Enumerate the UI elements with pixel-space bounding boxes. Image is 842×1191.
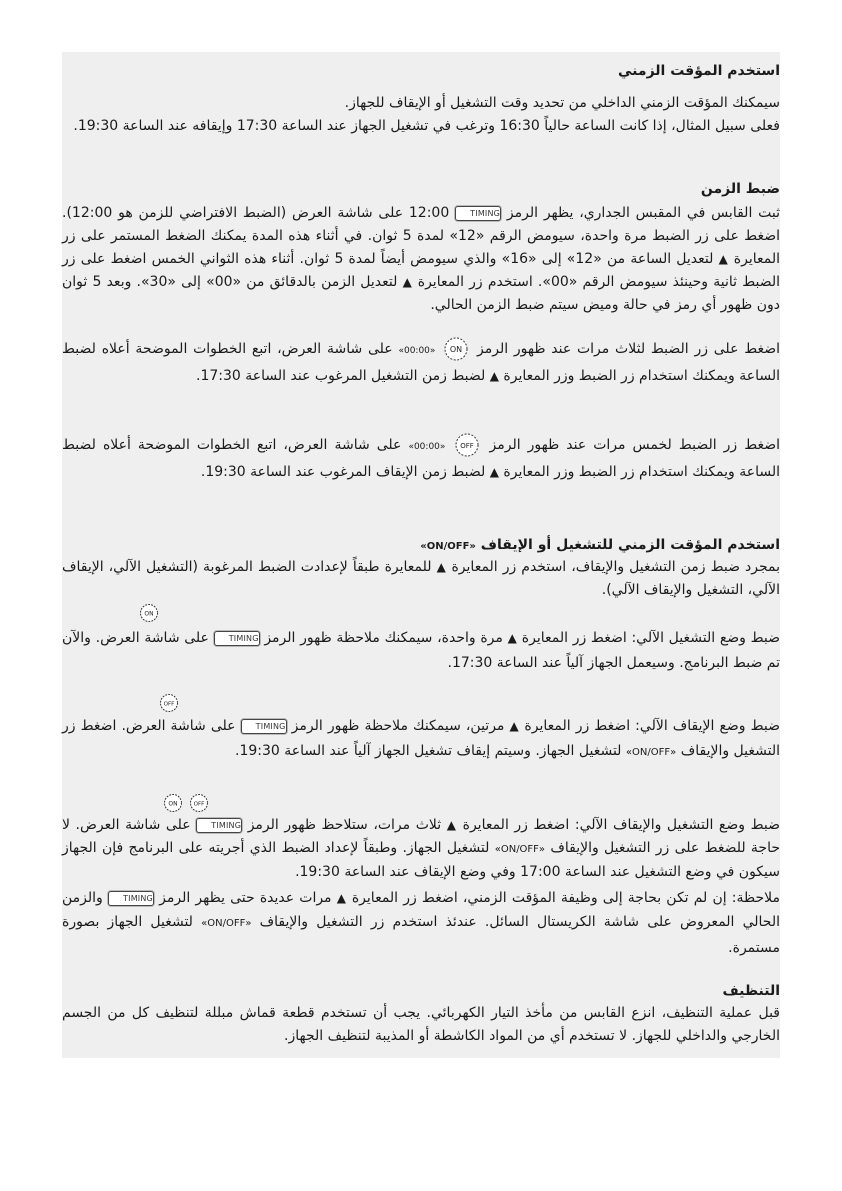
on-dial-label: ON bbox=[450, 345, 463, 354]
up-triangle-icon: ▲ bbox=[489, 465, 499, 479]
s3p2-c: على شاشة العرض. والآن تم ضبط البرنامج. وسيعمل الجهاز آلياً عند الساعة 17:30. bbox=[62, 630, 780, 671]
s3p1-b: للمعايرة طبقاً لإعدادت الضبط المرغوبة (التشغيل الآلي، الإيقاف الآلي، التشغيل والإيقاف الآلي). bbox=[62, 559, 780, 598]
section3-para1 bbox=[62, 556, 780, 602]
s3p4-c: على شاشة العرض. لا حاجة للضغط على زر التشغيل والإيقاف bbox=[62, 817, 780, 856]
s3p3-a: ضبط وضع الإيقاف الآلي: اضغط زر المعايرة bbox=[524, 718, 781, 734]
section3-para3 bbox=[62, 714, 780, 765]
up-triangle-icon: ▲ bbox=[489, 369, 499, 383]
timing-icon: TIMING bbox=[214, 631, 260, 646]
section2-para2 bbox=[62, 336, 780, 389]
up-triangle-icon: ▲ bbox=[436, 560, 447, 574]
s3p5-d: لتشغيل الجهاز بصورة مستمرة. bbox=[62, 914, 780, 956]
small-off-label: OFF bbox=[163, 701, 175, 708]
onoff-label: «ON/OFF» bbox=[201, 918, 252, 929]
section-title-onoff bbox=[62, 534, 780, 558]
manual-panel bbox=[62, 52, 780, 1058]
s2p3-a: اضغط زر الضبط لخمس مرات عند ظهور الرمز bbox=[489, 437, 781, 453]
zeros-label: «00:00» bbox=[398, 346, 436, 356]
section3-para2 bbox=[62, 626, 780, 676]
s3p4-a: ضبط وضع التشغيل والإيقاف الآلي: اضغط زر المعايرة bbox=[462, 817, 780, 833]
s2p1-d: لتعديل الزمن بالدقائق من «00» إلى «30». وبعد 5 ثوان دون ظهور أي رمز في حالة وميض سيتم ضبط الزمن الحالي. bbox=[62, 274, 780, 313]
s3p3-d: لتشغيل الجهاز. وسيتم إيقاف تشغيل الجهاز آلياً عند الساعة 19:30. bbox=[235, 743, 622, 759]
up-triangle-icon: ▲ bbox=[446, 818, 458, 832]
section2-para3 bbox=[62, 432, 780, 485]
up-triangle-icon: ▲ bbox=[402, 275, 413, 289]
s2p1-a: ثبت القابس في المقبس الجداري، يظهر الرمز bbox=[506, 205, 781, 221]
s3p3-b: مرتين، سيمكنك ملاحظة ظهور الرمز bbox=[291, 718, 505, 734]
section4-para1: قبل عملية التنظيف، انزع القابس من مأخذ التيار الكهربائي. يجب أن تستخدم قطعة قماش مبللة لتنظيف كل من الجسم الخارجي والداخلي للجهاز. لا تستخدم أي من المواد الكاشطة أو المذيبة لتنظيف الجهاز. bbox=[62, 1005, 780, 1044]
s2p1-b: 12:00 على شاشة العرض (الضبط الافتراضي للزمن هو 12:00). اضغط على زر الضبط مرة واحدة، سيومض الرقم «12» لمدة 5 ثوان. في أثناء هذه المدة يمكنك الضغط المستمر على زر المعايرة bbox=[62, 205, 781, 267]
timing-icon: TIMING bbox=[196, 818, 242, 833]
zeros-label: «00:00» bbox=[408, 442, 446, 452]
small-off-icon bbox=[158, 692, 180, 714]
onoff-label: «ON/OFF» bbox=[494, 844, 546, 855]
up-triangle-icon: ▲ bbox=[336, 891, 347, 905]
up-triangle-icon: ▲ bbox=[507, 631, 518, 645]
onoff-label: «ON/OFF» bbox=[625, 747, 677, 758]
s3p5-c: والزمن الحالي المعروض على شاشة الكريستال السائل. عندئذ استخدم زر التشغيل والإيقاف bbox=[62, 890, 781, 930]
small-off-icon bbox=[188, 792, 210, 814]
s3p2-b: مرة واحدة، سيمكنك ملاحظة ظهور الرمز bbox=[264, 630, 503, 646]
s3-title: استخدم المؤقت الزمني للتشغيل أو الإيقاف bbox=[480, 537, 780, 553]
s2p2-a: اضغط على زر الضبط لثلاث مرات عند ظهور الرمز bbox=[477, 341, 781, 357]
up-triangle-icon: ▲ bbox=[509, 719, 520, 733]
s3p5-b: مرات عديدة حتى يظهر الرمز bbox=[159, 890, 332, 906]
s3p4-d: لتشغيل الجهاز. وطبقاً لإعداد الضبط الذي أجريته على البرنامج فإن الجهاز سيكون في وضع التشغيل عند الساعة 17:00 وفي وضع الإيقاف عند الساعة 19:30. bbox=[62, 840, 780, 880]
s2p1-c: لتعديل الساعة من «12» إلى «16» والذي سيومض أيضاً لمدة 5 ثوان. أثناء هذه الثواني الخمس اضغط على زر الضبط ثانية وحينئذ سيومض الرقم «00». استخدم زر المعايرة bbox=[62, 251, 781, 290]
onoff-label: «ON/OFF» bbox=[420, 541, 476, 552]
section2-para1 bbox=[62, 202, 780, 317]
s3p4-b: ثلاث مرات، ستلاحظ ظهور الرمز bbox=[247, 817, 442, 833]
on-dial-icon bbox=[441, 336, 471, 362]
off-dial-icon bbox=[452, 432, 482, 458]
section1-para1: سيمكنك المؤقت الزمني الداخلي من تحديد وقت التشغيل أو الإيقاف للجهاز. bbox=[344, 95, 780, 111]
small-off-label: OFF bbox=[193, 801, 205, 808]
small-on-label: ON bbox=[144, 610, 154, 618]
section-title-cleaning: التنظيف bbox=[722, 983, 780, 999]
section1-para2: فعلى سبيل المثال، إذا كانت الساعة حالياً 16:30 وترغب في تشغيل الجهاز عند الساعة 17:30 وإيقافه عند الساعة 19:30. bbox=[73, 118, 780, 134]
small-on-label: ON bbox=[168, 800, 178, 808]
s3p2-a: ضبط وضع التشغيل الآلي: اضغط زر المعايرة bbox=[521, 630, 781, 646]
s2p2-c: لضبط زمن التشغيل المرغوب عند الساعة 17:30. bbox=[196, 368, 486, 384]
section-title-set-time: ضبط الزمن bbox=[700, 181, 780, 197]
s3p1-a: بمجرد ضبط زمن التشغيل والإيقاف، استخدم زر المعايرة bbox=[451, 559, 781, 575]
off-dial-label: OFF bbox=[460, 442, 475, 450]
s2p2-b: على شاشة العرض، اتبع الخطوات الموضحة أعلاه لضبط الساعة ويمكنك استخدام زر الضبط وزر المعايرة bbox=[62, 341, 780, 384]
section3-note bbox=[62, 886, 780, 960]
timing-icon: TIMING bbox=[108, 891, 154, 906]
timing-icon: TIMING bbox=[241, 719, 287, 734]
s2p3-c: لضبط زمن الإيقاف المرغوب عند الساعة 19:30. bbox=[200, 464, 486, 480]
section3-para4 bbox=[62, 814, 780, 884]
small-on-icon bbox=[138, 602, 160, 624]
small-on-icon bbox=[162, 792, 184, 814]
s2p3-b: على شاشة العرض، اتبع الخطوات الموضحة أعلاه لضبط الساعة ويمكنك استخدام زر الضبط وزر المعايرة bbox=[62, 437, 780, 480]
section-title-timer: استخدم المؤقت الزمني bbox=[618, 63, 780, 79]
timing-icon: TIMING bbox=[455, 206, 501, 221]
up-triangle-icon: ▲ bbox=[718, 252, 729, 266]
s3p5-a: ملاحظة: إن لم تكن بحاجة إلى وظيفة المؤقت الزمني، اضغط زر المعايرة bbox=[351, 890, 781, 906]
s3p3-c: على شاشة العرض. اضغط زر التشغيل والإيقاف bbox=[62, 718, 780, 759]
